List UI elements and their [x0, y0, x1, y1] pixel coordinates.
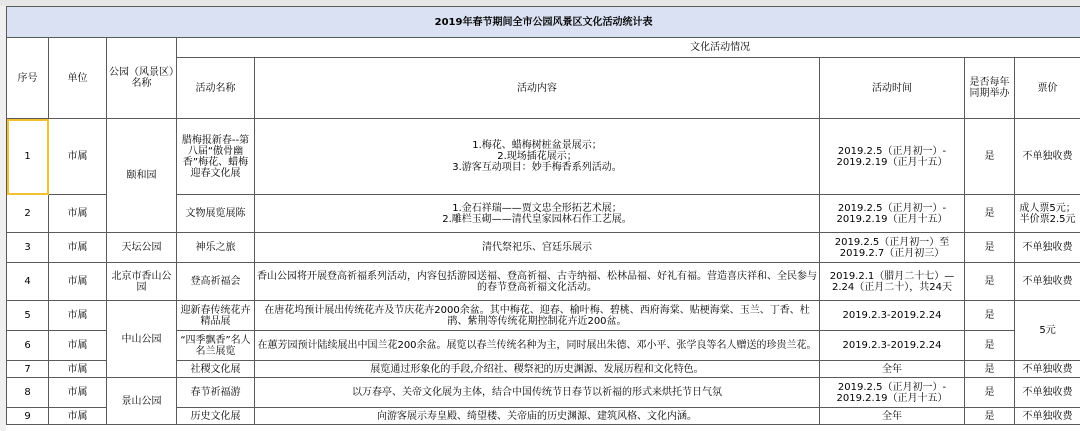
cell-activity-time[interactable]: 全年: [820, 361, 965, 378]
cell-same-period[interactable]: 是: [965, 408, 1015, 425]
cell-ticket[interactable]: 不单独收费: [1015, 408, 1080, 425]
cell-same-period[interactable]: 是: [965, 195, 1015, 233]
cell-unit[interactable]: 市属: [49, 263, 107, 301]
cell-unit[interactable]: 市属: [49, 119, 107, 195]
cell-seq[interactable]: 1: [7, 119, 49, 195]
cell-activity-name[interactable]: 迎新春传统花卉精品展: [177, 301, 255, 331]
time-line: 2019.2.19（正月十五）: [836, 392, 948, 404]
cell-same-period[interactable]: 是: [965, 119, 1015, 195]
cell-seq[interactable]: 8: [7, 378, 49, 408]
cell-activity-name[interactable]: 社稷文化展: [177, 361, 255, 378]
cell-unit[interactable]: 市属: [49, 301, 107, 331]
cell-activity-name[interactable]: 腊梅报新春--第八届“傲骨幽香”梅花、蜡梅迎春文化展: [177, 119, 255, 195]
cell-activity-time[interactable]: 2019.2.3-2019.2.24: [820, 301, 965, 331]
cell-activity-time[interactable]: [820, 263, 965, 301]
time-line: 2.24（正月二十），共24天: [832, 281, 952, 293]
content-line: 1.梅花、蜡梅树桩盆景展示；: [472, 140, 602, 151]
cell-activity-time[interactable]: [820, 119, 965, 195]
cell-activity-content[interactable]: 向游客展示寿皇殿、绮望楼、关帝庙的历史渊源、建筑风格、文化内涵。: [255, 408, 820, 425]
cell-same-period[interactable]: 是: [965, 361, 1015, 378]
cell-activity-content[interactable]: [255, 119, 820, 195]
cell-activity-content[interactable]: 清代祭祀乐、宫廷乐展示: [255, 233, 820, 263]
cell-ticket[interactable]: 不单独收费: [1015, 119, 1080, 195]
table-row: [7, 378, 1080, 408]
table-row: [7, 301, 1080, 331]
cell-ticket[interactable]: 成人票5元；半价票2.5元: [1015, 195, 1080, 233]
cell-park[interactable]: 颐和园: [107, 119, 177, 233]
content-line: 2.雕栏玉砌——清代皇家园林石作工艺展。: [442, 213, 632, 225]
cell-activity-content[interactable]: 展览通过形象化的手段,介绍社、稷祭祀的历史渊源、发展历程和文化特色。: [255, 361, 820, 378]
cell-activity-time[interactable]: [820, 233, 965, 263]
header-culture-group[interactable]: 文化活动情况: [177, 38, 1080, 58]
header-activity-name[interactable]: 活动名称: [177, 58, 255, 119]
cell-unit[interactable]: 市属: [49, 233, 107, 263]
cell-activity-content[interactable]: [255, 195, 820, 233]
cell-activity-name[interactable]: 春节祈福游: [177, 378, 255, 408]
cell-ticket[interactable]: 不单独收费: [1015, 378, 1080, 408]
header-ticket[interactable]: 票价: [1015, 58, 1080, 119]
header-unit[interactable]: 单位: [49, 38, 107, 119]
cell-activity-time[interactable]: 2019.2.3-2019.2.24: [820, 331, 965, 361]
cell-same-period[interactable]: 是: [965, 378, 1015, 408]
time-line: 2019.2.5（正月初一）至: [834, 236, 950, 248]
cell-ticket[interactable]: 不单独收费: [1015, 233, 1080, 263]
cell-activity-name[interactable]: 神乐之旅: [177, 233, 255, 263]
cell-unit[interactable]: 市属: [49, 378, 107, 408]
cell-activity-time[interactable]: [820, 378, 965, 408]
header-activity-content[interactable]: 活动内容: [255, 58, 820, 119]
cell-seq[interactable]: 3: [7, 233, 49, 263]
cell-activity-name[interactable]: 登高祈福会: [177, 263, 255, 301]
table-title[interactable]: 2019年春节期间全市公园风景区文化活动统计表: [7, 7, 1080, 38]
cell-park[interactable]: 景山公园: [107, 378, 177, 425]
time-line: 2019.2.19（正月十五）: [836, 213, 948, 225]
cell-seq[interactable]: 5: [7, 301, 49, 331]
cell-same-period[interactable]: 是: [965, 233, 1015, 263]
cell-unit[interactable]: 市属: [49, 361, 107, 378]
cell-activity-time[interactable]: 全年: [820, 408, 965, 425]
cell-activity-name[interactable]: 历史文化展: [177, 408, 255, 425]
time-line: 2019.2.5（正月初一）-: [837, 381, 947, 393]
content-line: 2.现场插花展示；: [497, 151, 577, 162]
cell-park[interactable]: 北京市香山公园: [107, 263, 177, 301]
cell-ticket[interactable]: 不单独收费: [1015, 263, 1080, 301]
cell-seq[interactable]: 9: [7, 408, 49, 425]
cell-unit[interactable]: 市属: [49, 331, 107, 361]
cell-park[interactable]: 中山公园: [107, 301, 177, 378]
time-line: 2019.2.1（腊月二十七）—: [829, 270, 955, 282]
cell-activity-time[interactable]: [820, 195, 965, 233]
cell-unit[interactable]: 市属: [49, 408, 107, 425]
content-line: 1.金石祥瑞——贾文忠全形拓艺术展；: [452, 202, 622, 214]
cell-ticket[interactable]: 5元: [1015, 301, 1080, 361]
cell-activity-name[interactable]: “四季飘香”名人名兰展览: [177, 331, 255, 361]
time-line: 2019.2.5（正月初一）-: [837, 202, 947, 214]
cell-ticket[interactable]: 不单独收费: [1015, 361, 1080, 378]
time-line: 2019.2.7（正月初三）: [839, 247, 945, 259]
cell-activity-content[interactable]: 在蕙芳园预计陆续展出中国兰花200余盆。展览以春兰传统名种为主，同时展出朱德、邓小平、张学良等名人赠送的珍贵兰花。: [255, 331, 820, 361]
activity-table: [6, 6, 1080, 425]
cell-seq[interactable]: 4: [7, 263, 49, 301]
time-line: 2019.2.19（正月十五）: [836, 156, 948, 168]
cell-activity-content[interactable]: 以万春亭、关帝文化展为主体，结合中国传统节日春节以祈福的形式来烘托节日气氛: [255, 378, 820, 408]
table-row: [7, 233, 1080, 263]
table-row: [7, 119, 1080, 195]
table-row: [7, 263, 1080, 301]
cell-seq[interactable]: 6: [7, 331, 49, 361]
cell-activity-name[interactable]: 文物展览展陈: [177, 195, 255, 233]
cell-park[interactable]: 天坛公园: [107, 233, 177, 263]
cell-same-period[interactable]: 是: [965, 263, 1015, 301]
cell-activity-content[interactable]: 香山公园将开展登高祈福系列活动，内容包括游园送福、登高祈福、古寺纳福、松林品福、好礼有福。营造喜庆祥和、全民参与的春节登高祈福文化活动。: [255, 263, 820, 301]
title-row: [7, 7, 1080, 38]
content-line: 3.游客互动项目：妙手梅香系列活动。: [452, 162, 622, 173]
cell-seq[interactable]: 7: [7, 361, 49, 378]
cell-seq[interactable]: 2: [7, 195, 49, 233]
cell-activity-content[interactable]: 在唐花坞预计展出传统花卉及节庆花卉2000余盆。其中梅花、迎春、榆叶梅、碧桃、西府海棠、贴梗海棠、玉兰、丁香、杜鹃、紫荆等传统花期控制花卉近200盆。: [255, 301, 820, 331]
header-park[interactable]: 公园（风景区）名称: [107, 38, 177, 119]
time-line: 2019.2.5（正月初一）-: [837, 145, 947, 157]
header-seq[interactable]: 序号: [7, 38, 49, 119]
cell-unit[interactable]: 市属: [49, 195, 107, 233]
header-activity-time[interactable]: 活动时间: [820, 58, 965, 119]
header-row-1: [7, 38, 1080, 58]
header-same-period[interactable]: 是否每年同期举办: [965, 58, 1015, 119]
cell-same-period[interactable]: 是: [965, 331, 1015, 361]
cell-same-period[interactable]: 是: [965, 301, 1015, 331]
